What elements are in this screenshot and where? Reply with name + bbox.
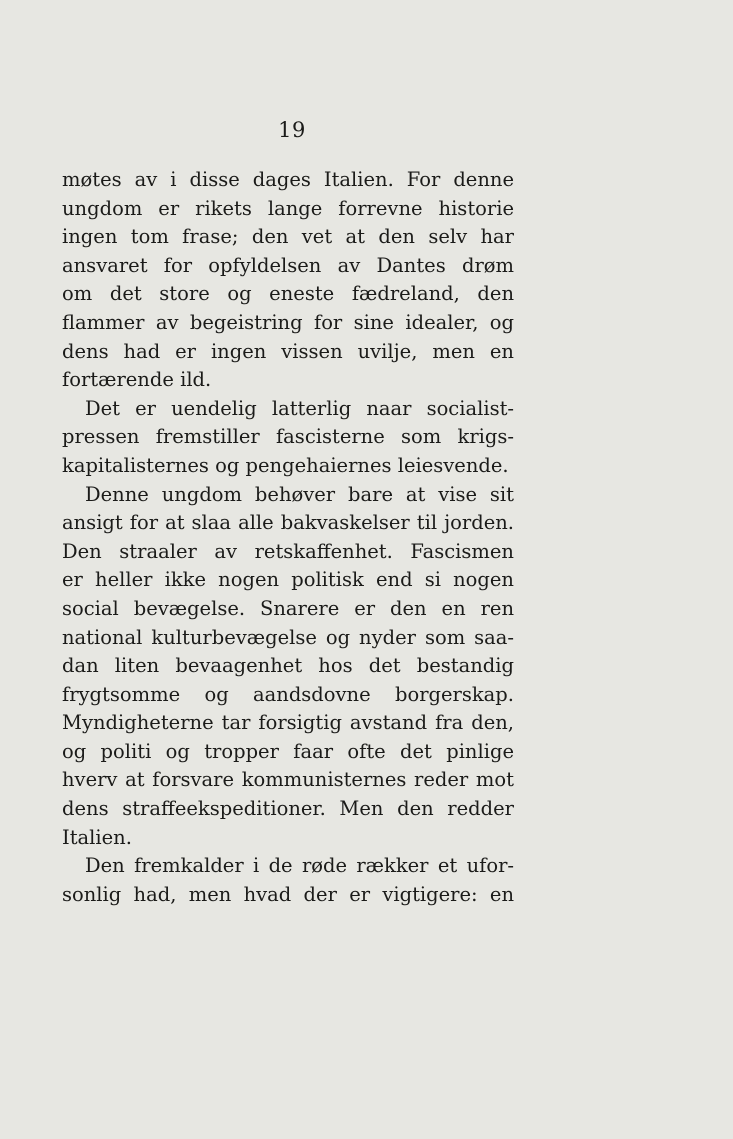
text-line: Den straaler av retskaffenhet. Fascismen — [62, 539, 514, 563]
text-line: flammer av begeistring for sine idealer, og — [62, 310, 514, 334]
text-line: Den fremkalder i de røde rækker et ufor- — [85, 854, 514, 878]
text-line: om det store og eneste fædreland, den — [62, 282, 514, 306]
text-line: Denne ungdom behøver bare at vise sit — [85, 482, 514, 506]
text-line: dens had er ingen vissen uvilje, men en — [62, 339, 514, 363]
text-line: dan liten bevaagenhet hos det bestandig — [62, 654, 514, 678]
text-line: dens straffeekspeditioner. Men den redder — [62, 797, 514, 821]
text-line: ungdom er rikets lange forrevne historie — [62, 196, 514, 220]
text-line: Det er uendelig latterlig naar socialist- — [85, 396, 514, 420]
text-line: ansigt for at slaa alle bakvaskelser til jorden. — [62, 511, 514, 535]
text-line: ansvaret for opfyldelsen av Dantes drøm — [62, 253, 514, 277]
text-line: møtes av i disse dages Italien. For denne — [62, 168, 514, 191]
text-line: og politi og tropper faar ofte det pinlige — [62, 739, 514, 763]
text-line: hverv at forsvare kommunisternes reder mot — [62, 768, 514, 792]
body-text — [62, 166, 514, 909]
text-line: frygtsomme og aandsdovne borgerskap. — [62, 682, 514, 706]
text-line: national kulturbevægelse og nyder som saa- — [62, 625, 514, 649]
page-number: 19 — [278, 118, 306, 142]
text-line: ingen tom frase; den vet at den selv har — [62, 225, 514, 249]
text-line: er heller ikke nogen politisk end si nogen — [62, 568, 514, 592]
text-line: Italien. — [62, 825, 132, 849]
text-line: sonlig had, men hvad der er vigtigere: en — [62, 882, 514, 906]
text-line: fortærende ild. — [62, 368, 212, 392]
text-line: Myndigheterne tar forsigtig avstand fra den, — [62, 711, 514, 735]
text-line: pressen fremstiller fascisterne som krigs- — [62, 425, 514, 449]
text-line: kapitalisternes og pengehaiernes leiesvende. — [62, 453, 509, 477]
text-line: social bevægelse. Snarere er den en ren — [62, 596, 514, 620]
